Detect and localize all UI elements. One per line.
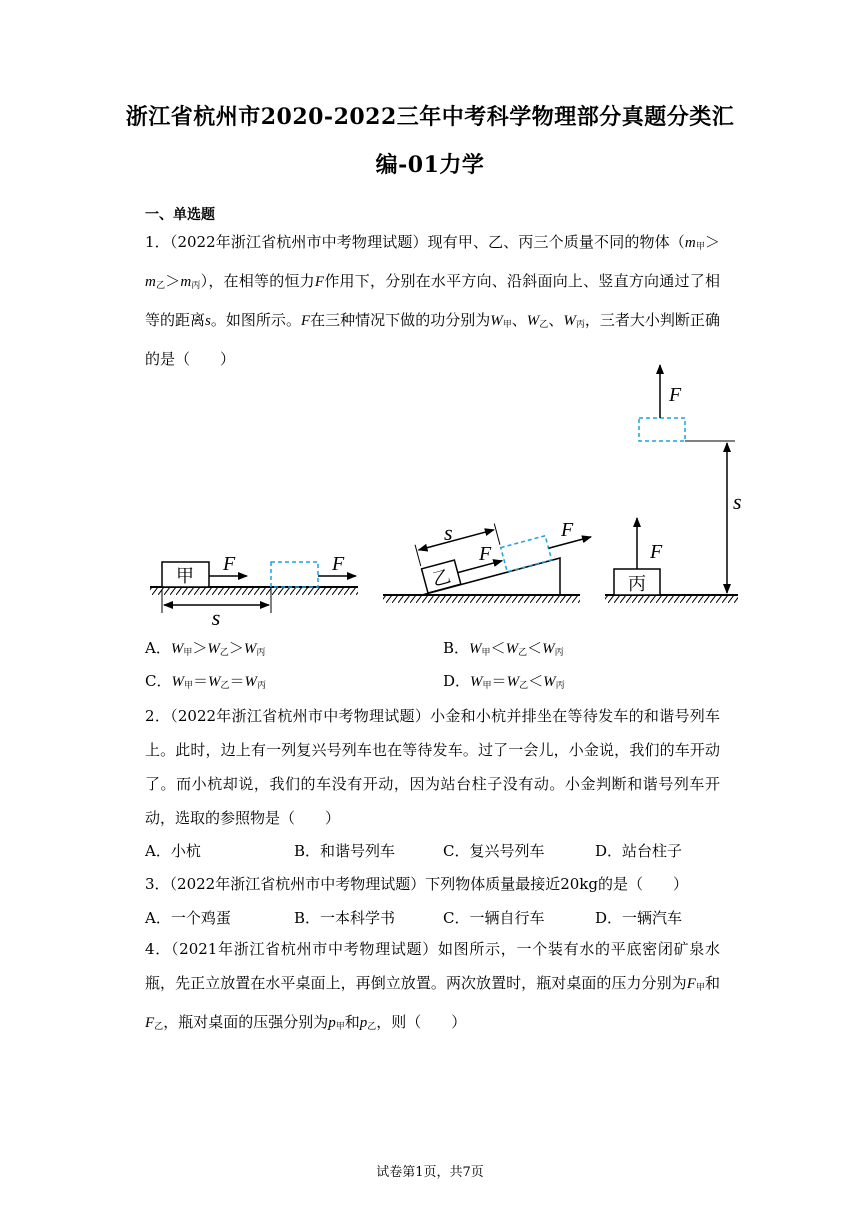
block-yi-label: 乙 bbox=[430, 565, 453, 590]
page-footer: 试卷第1页，共7页 bbox=[376, 1165, 484, 1180]
q2-option-d[interactable]: D．站台柱子 bbox=[595, 842, 683, 860]
q1-option-a[interactable]: A．$W_甲>W_乙>W_丙$ bbox=[145, 639, 266, 658]
force-label-6: F bbox=[669, 384, 682, 406]
q2-option-a[interactable]: A．小杭 bbox=[145, 842, 201, 860]
block-jia-label: 甲 bbox=[176, 566, 194, 586]
q3-option-c[interactable]: C．一辆自行车 bbox=[443, 909, 545, 927]
q2-option-c[interactable]: C．复兴号列车 bbox=[443, 842, 545, 860]
distance-label-2: s bbox=[444, 520, 453, 545]
block-bing-label: 丙 bbox=[628, 574, 646, 594]
block-bing-moved bbox=[639, 418, 685, 441]
q3-option-d[interactable]: D．一辆汽车 bbox=[595, 909, 683, 927]
question-2-stem: 2．（2022年浙江省杭州市中考物理试题）小金和小杭并排坐在等待发车的和谐号列车上。此时，边上有一列复兴号列车也在等待发车。过了一会儿，小金说，我们的车开动了。而小杭却说，我们的车没有开动，因为站台柱子没有动。小金判断和谐号列车开动，选取的参照物是（ ） bbox=[145, 707, 720, 827]
figure-part-incline bbox=[383, 500, 594, 603]
force-label-2: F bbox=[332, 553, 345, 575]
q1-option-b[interactable]: B．$W_甲<W_乙<W_丙$ bbox=[443, 639, 564, 658]
q3-option-a[interactable]: A．一个鸡蛋 bbox=[145, 909, 231, 927]
force-label-1: F bbox=[223, 553, 236, 575]
q2-option-b[interactable]: B．和谐号列车 bbox=[294, 842, 396, 860]
distance-label-1: s bbox=[211, 605, 221, 630]
section-heading: 一、单选题 bbox=[145, 207, 215, 223]
question-1-figure bbox=[140, 355, 750, 630]
force-label-4: F bbox=[561, 519, 574, 541]
q1-option-d[interactable]: D．$W_甲=W_乙<W_丙$ bbox=[443, 672, 565, 691]
title-line-1: 浙江省杭州市2020-2022三年中考科学物理部分真题分类汇 bbox=[125, 104, 735, 130]
distance-label-3: s bbox=[733, 489, 742, 514]
q3-option-b[interactable]: B．一本科学书 bbox=[294, 909, 396, 927]
question-1-stem: 1．（2022年浙江省杭州市中考物理试题）现有甲、乙、丙三个质量不同的物体$(m_甲>m_乙>m_丙)$，在相等的恒力F作用下，分别在水平方向、沿斜面向上、竖直方向通过了相等的距离s。如图所示。F在三种情况下做的功分别为$W_甲$、$W_乙$、$W_丙$，三者大小判断正确的是（ ） bbox=[145, 233, 720, 368]
title-line-2: 编-01力学 bbox=[375, 152, 485, 178]
question-4-stem: 4．（2021年浙江省杭州市中考物理试题）如图所示，一个装有水的平底密闭矿泉水瓶，先正立放置在水平桌面上，再倒立放置。两次放置时，瓶对桌面的压力分别为$F_甲$和$F_乙$，瓶对桌面的压强分别为$p_甲$和$p_乙$，则（ ） bbox=[145, 940, 720, 1032]
block-jia-moved bbox=[271, 562, 318, 587]
force-label-3: F bbox=[479, 543, 492, 565]
question-3-stem: 3．（2022年浙江省杭州市中考物理试题）下列物体质量最接近20kg的是（ ） bbox=[145, 875, 688, 893]
figure-part-vertical bbox=[605, 365, 742, 603]
q1-option-c[interactable]: C．$W_甲=W_乙=W_丙$ bbox=[145, 672, 267, 691]
force-label-5: F bbox=[650, 541, 663, 563]
figure-part-horizontal bbox=[150, 553, 358, 630]
